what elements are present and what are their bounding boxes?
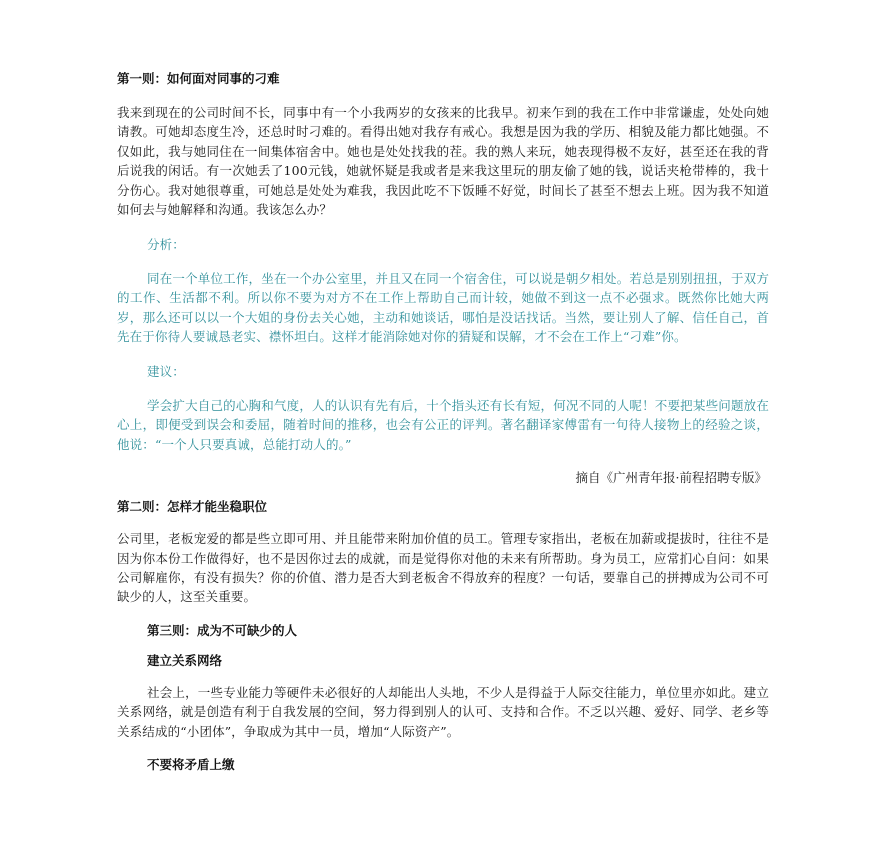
analysis-label: 分析： bbox=[147, 237, 185, 253]
section1-heading: 第一则：如何面对同事的刁难 bbox=[117, 71, 280, 86]
section2-body: 公司里，老板宠爱的都是些立即可用、并且能带来附加价值的员工。管理专家指出，老板在加薪或提拔时，往往不是因为你本份工作做得好，也不是因你过去的成就，而是觉得你对他的未来有所帮助。身为员工，应常扪心自问：如果公司解雇你，有没有损失？你的价值、潜力是否大到老板舍不得放弃的程度？一句话，要靠自己的拼搏成为公司不可缺少的人，这至关重要。 bbox=[117, 531, 769, 605]
advice-label: 建议： bbox=[147, 364, 185, 380]
section1-question: 我来到现在的公司时间不长，同事中有一个小我两岁的女孩来的比我早。初来乍到的我在工作中非常谦虚，处处向她请教。可她却态度生冷，还总时时刁难的。看得出她对我存有戒心。我想是因为我的学历、相貌及能力都比她强。不仅如此，我与她同住在一间集体宿舍中。她也是处处找我的茬。我的熟人来玩，她表现得极不友好，甚至还在我的背后说我的闲话。有一次她丢了100元钱，她就怀疑是我或者是来我这里玩的朋友偷了她的钱，说话夹枪带棒的，我十分伤心。我对她很尊重，可她总是处处为难我，我因此吃不下饭睡不好觉，时间长了甚至不想去上班。因为我不知道如何去与她解释和沟通。我该怎么办？ bbox=[117, 105, 769, 218]
document-page bbox=[117, 68, 769, 774]
section3-heading: 第三则：成为不可缺少的人 bbox=[147, 622, 298, 638]
source-citation: 摘自《广州青年报·前程招聘专版》 bbox=[575, 470, 767, 486]
analysis-text: 同在一个单位工作，坐在一个办公室里，并且又在同一个宿舍住，可以说是朝夕相处。若总是别别扭扭，于双方的工作、生活都不利。所以你不要为对方不在工作上帮助自己而计较，她做不到这一点不必强求。既然你比她大两岁，那么还可以以一个大姐的身份去关心她，主动和她谈话，哪怕是没话找话。当然，要让别人了解、信任自己，首先在于你待人要诚恳老实、襟怀坦白。这样才能消除她对你的猜疑和误解，才不会在工作上“刁难”你。 bbox=[117, 270, 769, 345]
subsection-heading-network: 建立关系网络 bbox=[147, 652, 223, 668]
section2-heading: 第二则：怎样才能坐稳职位 bbox=[117, 499, 268, 515]
advice-text: 学会扩大自己的心胸和气度，人的认识有先有后，十个指头还有长有短，何况不同的人呢！不要把某些问题放在心上，即便受到误会和委屈，随着时间的推移，也会有公正的评判。著名翻译家傅雷有一句待人接物上的经验之谈，他说：“一个人只要真诚，总能打动人的。” bbox=[117, 397, 769, 452]
subsection-body-network: 社会上，一些专业能力等硬件未必很好的人却能出人头地，不少人是得益于人际交往能力，单位里亦如此。建立关系网络，就是创造有利于自我发展的空间，努力得到别人的认可、支持和合作。不乏以兴趣、爱好、同学、老乡等关系结成的“小团体”，争取成为其中一员，增加“人际资产”。 bbox=[117, 684, 769, 739]
subsection-heading-conflict: 不要将矛盾上缴 bbox=[147, 756, 235, 772]
